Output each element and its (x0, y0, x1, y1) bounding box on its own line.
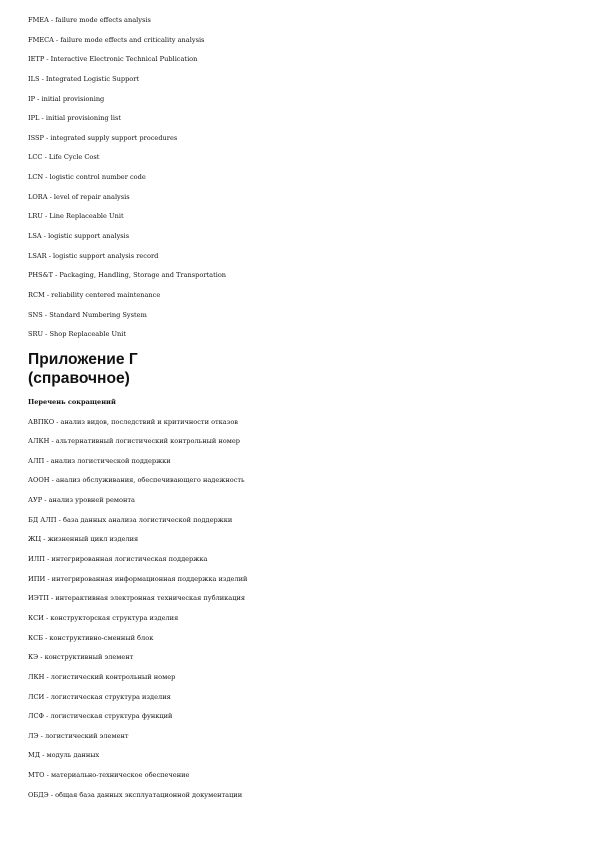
list-item: ЛСФ - логистическая структура функций (28, 712, 173, 721)
list-item: IPL - initial provisioning list (28, 114, 122, 123)
list-item: PHS&T - Packaging, Handling, Storage and Transportation (28, 271, 227, 280)
appendix-title: Приложение Г (28, 350, 138, 368)
list-item: ЛСИ - логистическая структура изделия (28, 692, 171, 701)
list-item: АООН - анализ обслуживания, обеспечивающего надежность (28, 476, 245, 485)
list-item: КЭ - конструктивный элемент (28, 653, 134, 662)
appendix-heading (28, 350, 568, 388)
list-item: МД - модуль данных (28, 751, 100, 760)
list-item: КСИ - конструкторская структура изделия (28, 613, 179, 622)
list-item: FMECA - failure mode effects and criticality analysis (28, 35, 205, 44)
list-item: SRU - Shop Replaceable Unit (28, 330, 127, 339)
list-item: IP - initial provisioning (28, 94, 105, 103)
list-item: ИЭТП - интерактивная электронная техническая публикация (28, 594, 246, 603)
list-item: АЛКН - альтернативный логистический контрольный номер (28, 437, 241, 446)
list-item: КСБ - конструктивно-сменный блок (28, 633, 154, 642)
list-item: IETP - Interactive Electronic Technical Publication (28, 55, 198, 64)
list-item: БД АЛП - база данных анализа логистической поддержки (28, 515, 233, 524)
list-item: SNS - Standard Numbering System (28, 310, 147, 319)
list-item: АВПКО - анализ видов, последствий и критичности отказов (28, 417, 239, 426)
list-item: ЛЭ - логистический элемент (28, 731, 129, 740)
list-item: ОБДЭ - общая база данных эксплуатационной документации (28, 790, 243, 799)
list-item: ILS - Integrated Logistic Support (28, 74, 140, 83)
list-item: ЖЦ - жизненный цикл изделия (28, 535, 139, 544)
list-item: LORA - level of repair analysis (28, 192, 130, 201)
list-item: ISSP - integrated supply support procedures (28, 133, 178, 142)
list-item: LSA - logistic support analysis (28, 232, 130, 241)
list-item: LCN - logistic control number code (28, 173, 146, 182)
appendix-note: (справочное) (28, 369, 130, 387)
list-item: АЛП - анализ логистической поддержки (28, 456, 171, 465)
appendix-subtitle: Перечень сокращений (28, 397, 116, 406)
abbreviation-list-en (28, 16, 568, 339)
list-item: LSAR - logistic support analysis record (28, 251, 159, 260)
list-item: ИЛП - интегрированная логистическая поддержка (28, 555, 208, 564)
document-page (28, 16, 568, 810)
list-item: RCM - reliability centered maintenance (28, 290, 161, 299)
list-item: ЛКН - логистический контрольный номер (28, 672, 176, 681)
list-item: LCC - Life Cycle Cost (28, 153, 100, 162)
list-item: LRU - Line Replaceable Unit (28, 212, 124, 221)
list-item: FMEA - failure mode effects analysis (28, 16, 151, 24)
abbreviation-list-ru (28, 418, 568, 800)
list-item: ИПИ - интегрированная информационная поддержка изделий (28, 574, 248, 583)
list-item: АУР - анализ уровней ремонта (28, 496, 135, 505)
list-item: МТО - материально-техническое обеспечение (28, 771, 190, 780)
